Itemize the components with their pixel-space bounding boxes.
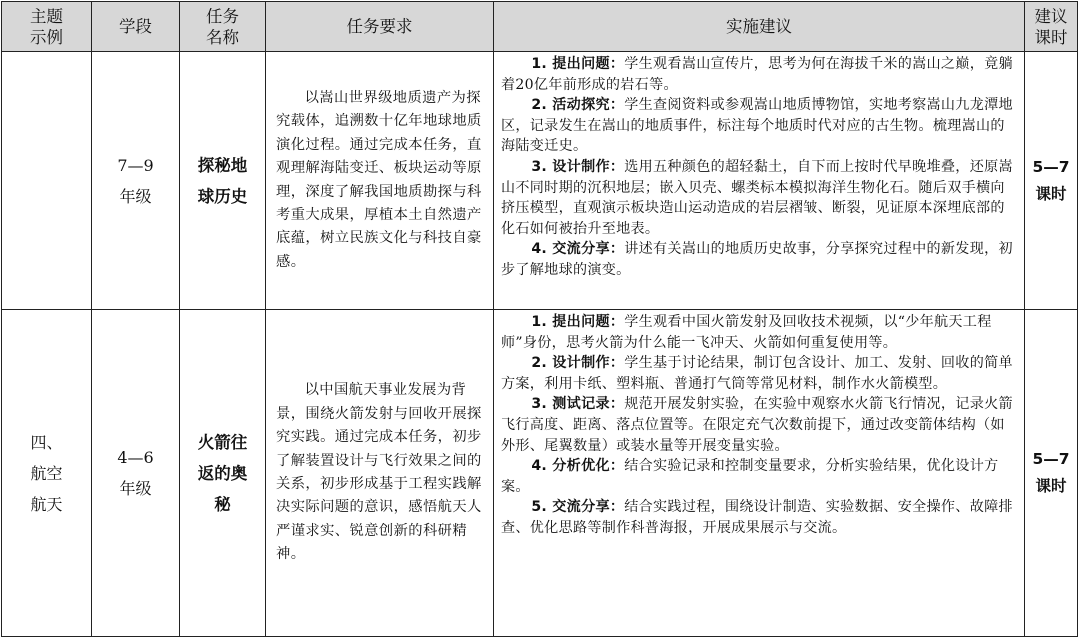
stage-cell: 7—9 年级 xyxy=(92,52,180,310)
implementation-cell xyxy=(494,310,1025,637)
header-task-name: 任务 名称 xyxy=(180,2,266,52)
header-requirement: 任务要求 xyxy=(266,2,494,52)
hours-cell: 5—7 课时 xyxy=(1025,310,1078,637)
header-theme: 主题 示例 xyxy=(2,2,92,52)
implementation-cell xyxy=(494,52,1025,310)
step-item: 2. 活动探究：学生查阅资料或参观嵩山地质博物馆，实地考察嵩山九龙潭地区，记录发生在嵩山的地质事件，标注每个地质时代对应的古生物。梳理嵩山的海陆变迁史。 xyxy=(501,97,1013,155)
step-item: 4. 交流分享：讲述有关嵩山的地质历史故事，分享探究过程中的新发现，初步了解地球的演变。 xyxy=(501,241,1013,278)
table-row xyxy=(2,52,1078,310)
task-table xyxy=(1,1,1078,637)
task-name-cell: 火箭往 返的奥 秘 xyxy=(180,310,266,637)
table-row xyxy=(2,310,1078,637)
header-implementation: 实施建议 xyxy=(494,2,1025,52)
step-item: 1. 提出问题：学生观看嵩山宣传片，思考为何在海拔千米的嵩山之巅，竟躺着20亿年前形成的岩石等。 xyxy=(501,56,1013,93)
step-item: 1. 提出问题：学生观看中国火箭发射及回收技术视频，以“少年航天工程师”身份，思考火箭为什么能一飞冲天、火箭如何重复使用等。 xyxy=(501,314,992,351)
task-name-cell: 探秘地 球历史 xyxy=(180,52,266,310)
step-item: 4. 分析优化：结合实验记录和控制变量要求，分析实验结果，优化设计方案。 xyxy=(501,458,999,495)
header-stage: 学段 xyxy=(92,2,180,52)
step-item: 3. 设计制作：选用五种颜色的超轻黏土，自下而上按时代早晚堆叠，还原嵩山不同时期的沉积地层；嵌入贝壳、螺类标本模拟海洋生物化石。随后双手横向挤压模型，直观演示板块造山运动造成的岩层褶皱、断裂，见证原本深埋底部的化石如何被抬升至地表。 xyxy=(501,158,1013,237)
theme-cell: 四、 航空 航天 xyxy=(2,310,92,637)
header-hours: 建议 课时 xyxy=(1025,2,1078,52)
hours-cell: 5—7 课时 xyxy=(1025,52,1078,310)
theme-cell xyxy=(2,52,92,310)
requirement-cell: 以嵩山世界级地质遗产为探究载体，追溯数十亿年地球地质演化过程。通过完成本任务，直观理解海陆变迁、板块运动等原理，深度了解我国地质勘探与科考重大成果，厚植本土自然遗产底蕴，树立民族文化与科技自豪感。 xyxy=(266,52,494,310)
step-item: 5. 交流分享：结合实践过程，围绕设计制造、实验数据、安全操作、故障排查、优化思路等制作科普海报，开展成果展示与交流。 xyxy=(501,499,1013,536)
step-item: 2. 设计制作：学生基于讨论结果，制订包含设计、加工、发射、回收的简单方案，利用卡纸、塑料瓶、普通打气筒等常见材料，制作水火箭模型。 xyxy=(501,355,1013,392)
requirement-cell: 以中国航天事业发展为背景，围绕火箭发射与回收开展探究实践。通过完成本任务，初步了解装置设计与飞行效果之间的关系，初步形成基于工程实践解决实际问题的意识，感悟航天人严谨求实、锐意创新的科研精神。 xyxy=(266,310,494,637)
step-item: 3. 测试记录：规范开展发射实验，在实验中观察水火箭飞行情况，记录火箭飞行高度、距离、落点位置等。在限定充气次数前提下，通过改变箭体结构（如外形、尾翼数量）或装水量等开展变量实验。 xyxy=(501,396,1013,454)
stage-cell: 4—6 年级 xyxy=(92,310,180,637)
table-header xyxy=(2,2,1078,52)
